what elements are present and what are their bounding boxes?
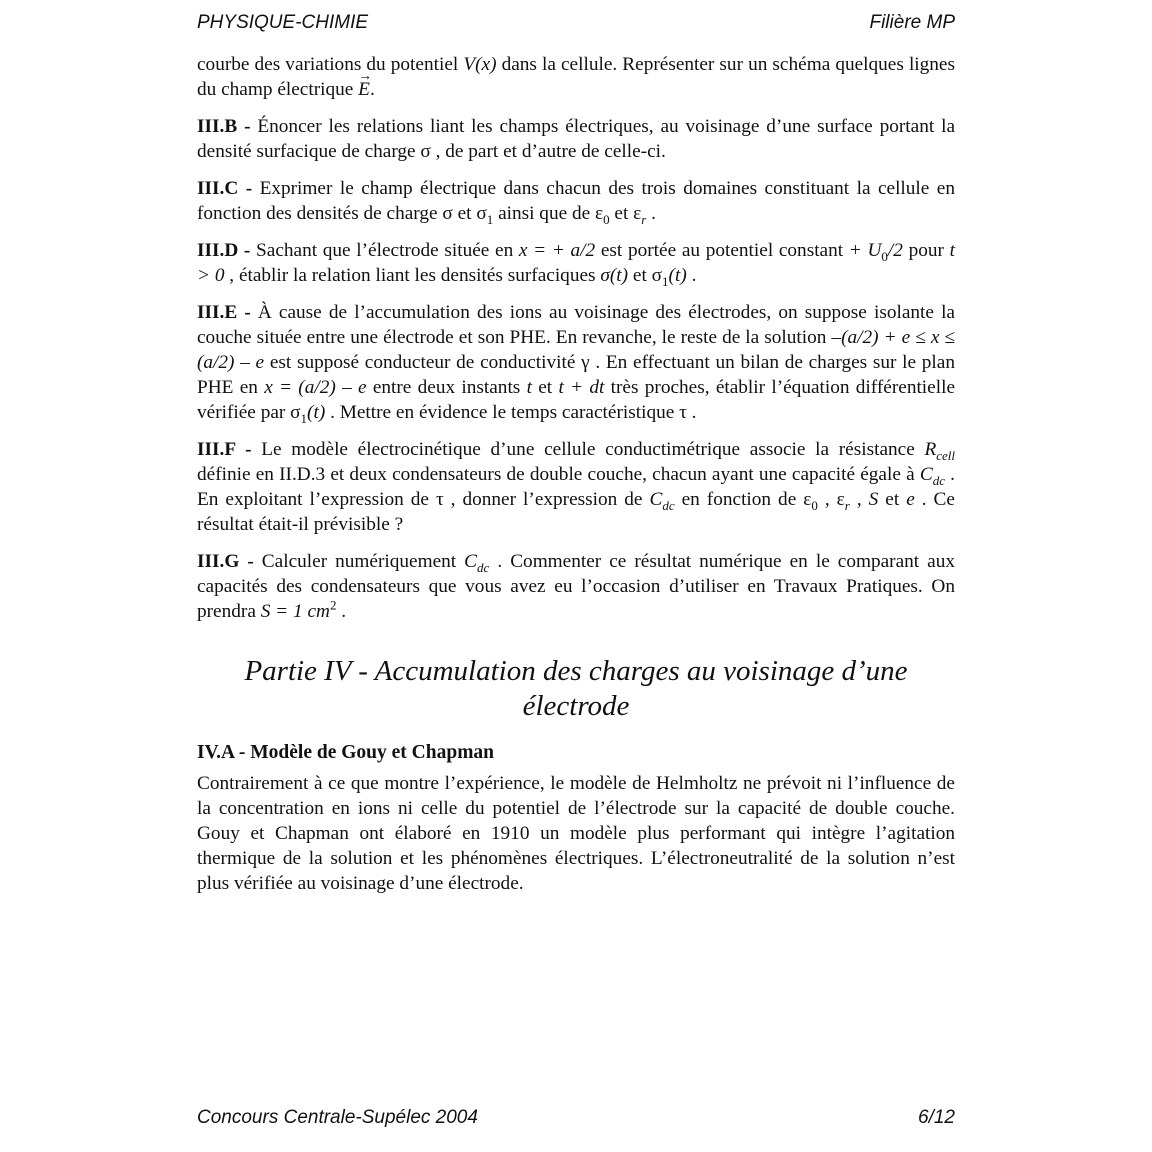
question-text: et [628, 265, 652, 286]
question-text: . [646, 203, 656, 224]
math-expr: (t) [307, 402, 326, 423]
subscript: 1 [486, 211, 494, 227]
math-vx: V(x) [463, 54, 497, 75]
question-text: Le modèle électrocinétique d’une cellule conductimétrique associe la résistance [251, 439, 925, 460]
question-text: entre deux instants [366, 377, 527, 398]
math-expr: t [526, 377, 532, 398]
subscript: 0 [811, 497, 818, 513]
subscript: dc [477, 559, 490, 575]
subscript: 1 [662, 273, 669, 289]
question-text: est supposé conducteur de conductivité γ . En effectuant un bilan de charges sur le plan PHE en [197, 352, 955, 398]
math-expr: σ(t) [600, 265, 629, 286]
question-text: et [531, 377, 559, 398]
question-text: très proches, établir l’équation différentielle vérifiée par [197, 377, 955, 423]
question-text: , établir la relation liant les densités surfaciques [224, 265, 601, 286]
math-expr: σ [651, 265, 663, 286]
subscript: 0 [881, 248, 888, 264]
math-expr: S [868, 489, 879, 510]
math-expr: + U [848, 240, 882, 261]
question-III-C [197, 176, 955, 226]
math-expr: R [924, 439, 937, 460]
question-text: , ε [817, 489, 845, 510]
subscript: cell [936, 447, 955, 463]
subscript: dc [662, 497, 675, 513]
question-text: en fonction de ε [674, 489, 812, 510]
question-text: pour [902, 240, 950, 261]
page-footer [197, 1107, 955, 1129]
math-expr: –(a/2) + e ≤ x ≤ (a/2) – e [197, 327, 956, 373]
intro-paragraph [197, 52, 955, 102]
question-III-G [197, 549, 955, 624]
subscript: 0 [603, 211, 610, 227]
subscript: dc [932, 472, 945, 488]
question-text: Sachant que l’électrode située en [250, 240, 519, 261]
math-expr: C [919, 464, 933, 485]
intro-text-b: dans la cellule. Représenter sur un schéma quelques lignes du champ électrique [197, 54, 955, 100]
subscript: r [641, 211, 647, 227]
math-expr: x = (a/2) – e [264, 377, 367, 398]
page-header [197, 12, 955, 34]
question-text: et ε [609, 203, 642, 224]
math-expr: C [649, 489, 663, 510]
math-expr: S = 1 cm [260, 601, 330, 622]
question-text: définie en II.D.3 et deux condensateurs de double couche, chacun ayant une capacité égale à [197, 464, 920, 485]
question-label: III.B - [197, 116, 251, 137]
superscript: 2 [329, 597, 337, 613]
question-label: III.G - [197, 551, 254, 572]
question-label: III.E - [197, 302, 251, 323]
math-expr: t + dt [558, 377, 605, 398]
math-expr: C [464, 551, 478, 572]
footer-contest: Concours Centrale-Supélec 2004 [197, 1107, 478, 1128]
question-label: III.F - [197, 439, 252, 460]
math-expr: x = + a/2 [518, 240, 596, 261]
section-heading-IV-A: IV.A - Modèle de Gouy et Chapman [197, 742, 495, 763]
question-text: . Commenter ce résultat numérique en le comparant aux capacités des condensateurs que vous avez eu l’occasion d’utiliser en Travaux Pratiques. On prendra [197, 551, 956, 622]
math-expr: /2 [887, 240, 903, 261]
question-III-F [197, 437, 955, 537]
question-text: et [878, 489, 907, 510]
question-text: . Mettre en évidence le temps caractéristique τ . [325, 402, 697, 423]
question-III-B [197, 114, 955, 164]
page-number: 6/12 [918, 1107, 955, 1128]
question-text: . [686, 265, 697, 286]
math-expr: σ [290, 402, 301, 423]
question-text: À cause de l’accumulation des ions au voisinage des électrodes, on suppose isolante la couche située entre une électrode et son PHE. En revanche, le reste de la solution [197, 302, 955, 348]
intro-text-c: . [369, 79, 375, 100]
question-label: III.D - [197, 240, 251, 261]
math-expr: t > 0 [197, 240, 955, 286]
question-text: est portée au potentiel constant [595, 240, 849, 261]
question-text: . En exploitant l’expression de τ , donner l’expression de [197, 464, 956, 510]
intro-text-a: courbe des variations du potentiel [197, 54, 464, 75]
question-text: . [336, 601, 347, 622]
header-subject: PHYSIQUE-CHIMIE [197, 12, 369, 33]
header-track: Filière MP [869, 12, 955, 33]
question-text: Énoncer les relations liant les champs électriques, au voisinage d’une surface portant la densité surfacique de charge σ , de part et d’autre de celle-ci. [197, 116, 956, 162]
question-label: III.C - [197, 178, 253, 199]
question-text: Calculer numériquement [253, 551, 465, 572]
subscript: 1 [300, 410, 308, 426]
math-expr: e [906, 489, 915, 510]
part-title: Partie IV - Accumulation des charges au voisinage d’une électrode [244, 655, 908, 722]
question-text: Exprimer le champ électrique dans chacun des trois domaines constituant la cellule en fonction des densités de charge σ et σ [197, 178, 955, 224]
section-IV-A-text: Contrairement à ce que montre l’expérience, le modèle de Helmholtz ne prévoit ni l’influence de la concentration en ions ni celle du potentiel de l’électrode sur la capacité de double couche. Gouy et Chapman ont élaboré en 1910 un modèle plus performant qui intègre l’agitation thermique de la solution et les phénomènes électriques. L’électroneutralité de la solution n’est plus vérifiée au voisinage d’une électrode. [197, 773, 955, 894]
question-III-D [197, 238, 955, 288]
question-text: , [849, 489, 869, 510]
math-expr: (t) [668, 265, 687, 286]
question-text: ainsi que de ε [493, 203, 604, 224]
page-content [197, 52, 955, 908]
vector-e: → E [358, 77, 370, 102]
subscript: r [844, 497, 850, 513]
question-text: . Ce résultat était-il prévisible ? [197, 489, 955, 535]
question-III-E [197, 300, 955, 425]
